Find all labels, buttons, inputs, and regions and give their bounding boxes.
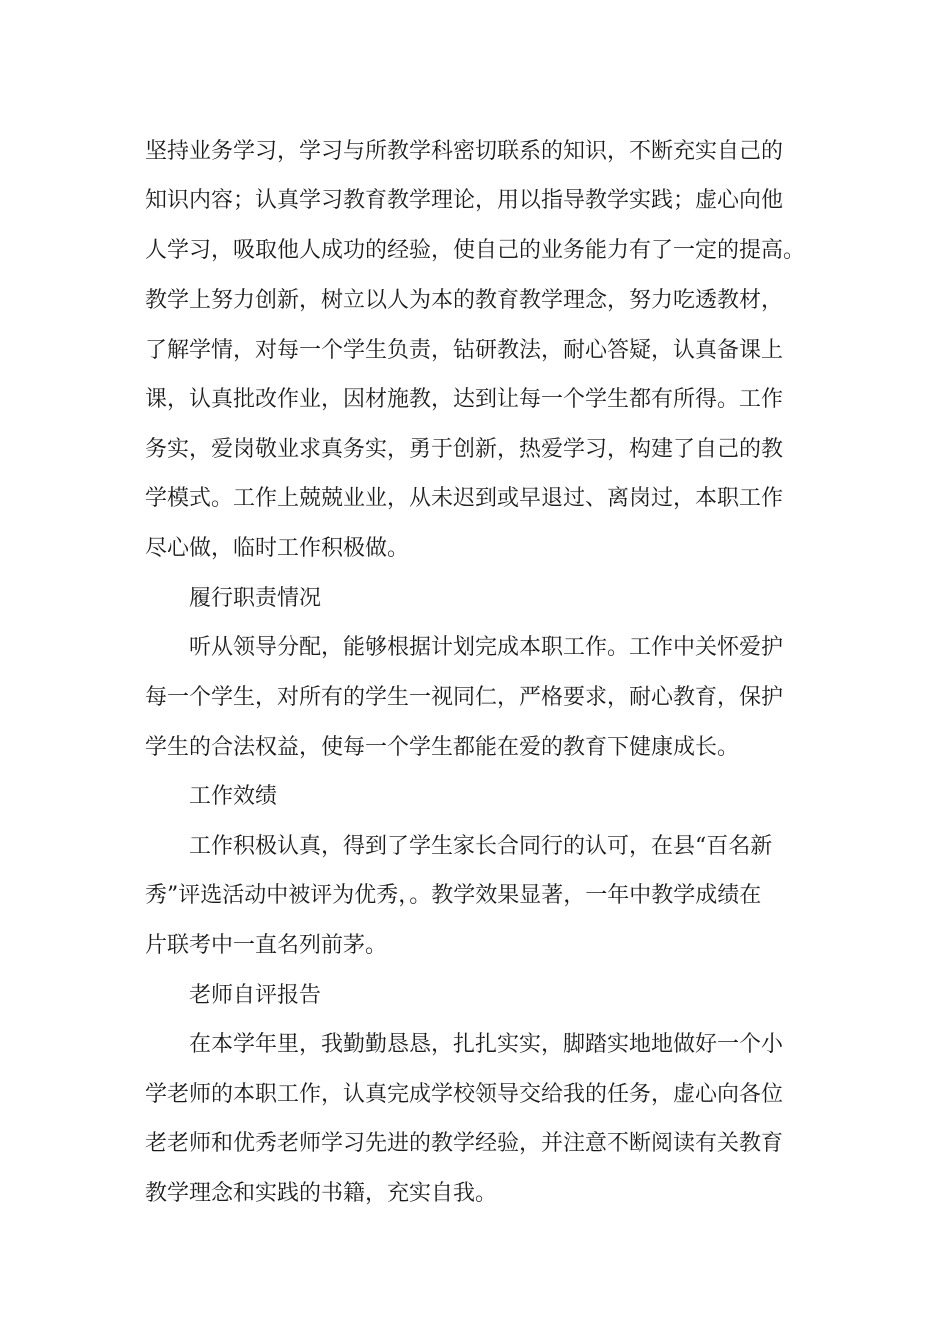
body-text-line: 坚持业务学习，学习与所教学科密切联系的知识，不断充实自己的 bbox=[145, 139, 784, 164]
body-text-line: 学生的合法权益，使每一个学生都能在爱的教育下健康成长。 bbox=[145, 735, 740, 760]
body-text-line: 教学上努力创新，树立以人为本的教育教学理念，努力吃透教材， bbox=[145, 288, 784, 313]
body-text-line: 课，认真批改作业，因材施教，达到让每一个学生都有所得。工作 bbox=[145, 387, 784, 412]
body-text-line: 学模式。工作上兢兢业业，从未迟到或早退过、离岗过，本职工作 bbox=[145, 486, 784, 511]
body-text-line: 务实，爱岗敬业求真务实，勇于创新，热爱学习，构建了自己的教 bbox=[145, 437, 784, 462]
body-text-line: 老老师和优秀老师学习先进的教学经验，并注意不断阅读有关教育 bbox=[145, 1131, 784, 1156]
body-text-line: 尽心做，临时工作积极做。 bbox=[145, 536, 410, 561]
body-text-line: 学老师的本职工作，认真完成学校领导交给我的任务，虚心向各位 bbox=[145, 1082, 784, 1107]
body-text-line: 人学习，吸取他人成功的经验，使自己的业务能力有了一定的提高。 bbox=[145, 238, 806, 263]
section-heading: 老师自评报告 bbox=[189, 983, 322, 1008]
body-text-line: 秀”评选活动中被评为优秀，。教学效果显著，一年中教学成绩在 bbox=[145, 883, 762, 908]
body-text-line: 在本学年里，我勤勤恳恳，扎扎实实，脚踏实地地做好一个小 bbox=[189, 1032, 784, 1057]
section-heading: 工作效绩 bbox=[189, 784, 278, 809]
body-text-line: 了解学情，对每一个学生负责，钻研教法，耐心答疑，认真备课上 bbox=[145, 338, 784, 363]
body-text-line: 知识内容；认真学习教育教学理论，用以指导教学实践；虚心向他 bbox=[145, 188, 784, 213]
section-heading: 履行职责情况 bbox=[189, 586, 322, 611]
body-text-line: 片联考中一直名列前茅。 bbox=[145, 933, 388, 958]
body-text-line: 教学理念和实践的书籍，充实自我。 bbox=[145, 1181, 498, 1206]
body-text-line: 每一个学生，对所有的学生一视同仁，严格要求，耐心教育，保护 bbox=[145, 685, 784, 710]
body-text-line: 工作积极认真，得到了学生家长合同行的认可，在县“百名新 bbox=[189, 834, 773, 859]
body-text-line: 听从领导分配，能够根据计划完成本职工作。工作中关怀爱护 bbox=[189, 635, 784, 660]
